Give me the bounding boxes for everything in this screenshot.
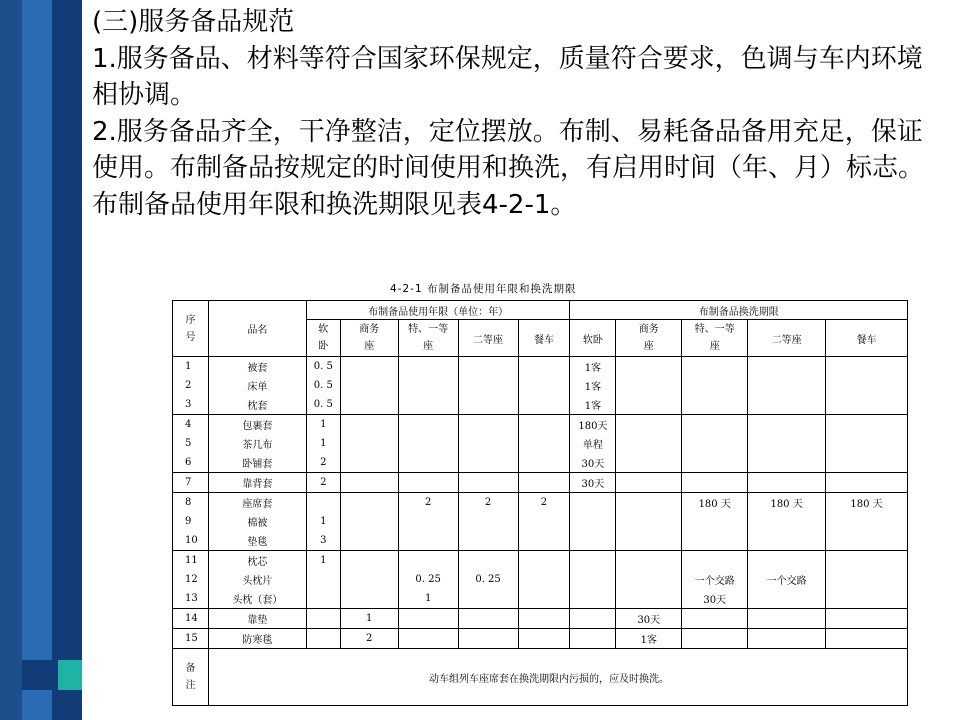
table-cell xyxy=(570,609,616,629)
table-cell: 座席套 xyxy=(208,493,306,513)
table-cell xyxy=(340,512,398,531)
table-cell: 枕芯 xyxy=(208,551,306,571)
table-cell xyxy=(340,434,398,453)
paragraph-2: 2.服务备品齐全，干净整洁，定位摆放。布制、易耗备品备用充足，保证使用。布制备品按规定的时间使用和换洗，有启用时间（年、月）标志。 xyxy=(92,116,925,183)
header-biz: 商务 座 xyxy=(340,320,398,357)
table-row xyxy=(173,453,908,473)
table-cell: 11 xyxy=(173,551,209,571)
table-cell xyxy=(826,609,908,629)
table-cell xyxy=(518,609,570,629)
table-row xyxy=(173,415,908,435)
table-cell xyxy=(518,629,570,649)
table-cell xyxy=(616,531,682,551)
table-cell xyxy=(518,434,570,453)
table-cell xyxy=(748,453,826,473)
table-cell xyxy=(458,434,518,453)
table-cell xyxy=(306,493,340,513)
header-soft-wash: 软卧 xyxy=(570,320,616,357)
table-cell: 2 xyxy=(173,376,209,395)
table-cell xyxy=(616,453,682,473)
table-cell xyxy=(458,415,518,435)
sidebar-stripe-left xyxy=(0,0,22,720)
table-cell xyxy=(518,357,570,377)
table-cell: 1 xyxy=(173,357,209,377)
table-cell xyxy=(826,512,908,531)
table-cell xyxy=(398,609,458,629)
table-cell xyxy=(616,473,682,493)
table-cell xyxy=(458,609,518,629)
table-cell xyxy=(748,551,826,571)
table-cell xyxy=(748,473,826,493)
table-cell xyxy=(682,376,748,395)
table-cell xyxy=(340,493,398,513)
paragraph-3: 布制备品使用年限和换洗期限见表4-2-1。 xyxy=(92,189,577,220)
table-cell: 0. 25 xyxy=(458,570,518,589)
table-cell xyxy=(458,512,518,531)
header-seq: 序 号 xyxy=(173,301,209,357)
table-cell xyxy=(826,473,908,493)
sidebar-square-teal xyxy=(58,660,82,690)
table-cell: 枕套 xyxy=(208,395,306,415)
table-cell xyxy=(340,376,398,395)
table-row xyxy=(173,551,908,571)
linen-table xyxy=(172,300,908,706)
table-cell xyxy=(518,551,570,571)
table-cell: 3 xyxy=(173,395,209,415)
table-cell xyxy=(340,473,398,493)
table-cell xyxy=(826,415,908,435)
table-cell: 1客 xyxy=(570,357,616,377)
table-cell xyxy=(340,551,398,571)
table-cell xyxy=(518,395,570,415)
table-cell xyxy=(570,551,616,571)
table-cell xyxy=(616,395,682,415)
table-cell xyxy=(682,415,748,435)
table-cell xyxy=(826,376,908,395)
header-first: 特、一等 座 xyxy=(398,320,458,357)
table-cell xyxy=(340,395,398,415)
table-cell: 12 xyxy=(173,570,209,589)
header-years-group: 布制备品使用年限（单位：年） xyxy=(306,301,570,320)
table-cell xyxy=(682,512,748,531)
table-row xyxy=(173,531,908,551)
slide-heading: (三)服务备品规范 xyxy=(92,7,295,37)
table-cell xyxy=(458,629,518,649)
table-cell xyxy=(748,629,826,649)
table-cell xyxy=(682,395,748,415)
table-cell xyxy=(518,570,570,589)
table-cell xyxy=(340,589,398,609)
table-cell xyxy=(458,357,518,377)
table-cell xyxy=(682,357,748,377)
header-first-wash: 特、一等 座 xyxy=(682,320,748,357)
table-cell: 茶几布 xyxy=(208,434,306,453)
table-cell: 0. 5 xyxy=(306,376,340,395)
table-cell xyxy=(398,531,458,551)
table-cell xyxy=(458,589,518,609)
table-cell: 8 xyxy=(173,493,209,513)
table-cell xyxy=(398,629,458,649)
header-name: 品名 xyxy=(208,301,306,357)
table-cell: 3 xyxy=(306,531,340,551)
table-title: 4-2-1 布制备品使用年限和换洗期限 xyxy=(390,283,577,295)
table-cell: 180 天 xyxy=(748,493,826,513)
table-cell xyxy=(458,531,518,551)
table-cell: 180 天 xyxy=(826,493,908,513)
table-cell: 1 xyxy=(306,551,340,571)
table-cell xyxy=(570,629,616,649)
table-row xyxy=(173,434,908,453)
table-cell xyxy=(306,570,340,589)
table-cell xyxy=(518,512,570,531)
table-cell: 30天 xyxy=(570,453,616,473)
table-cell: 5 xyxy=(173,434,209,453)
table-cell xyxy=(826,551,908,571)
table-cell: 2 xyxy=(518,493,570,513)
table-cell xyxy=(826,629,908,649)
table-cell xyxy=(682,531,748,551)
table-cell: 30天 xyxy=(616,609,682,629)
table-row xyxy=(173,357,908,377)
table-cell xyxy=(570,531,616,551)
table-cell xyxy=(826,357,908,377)
table-cell xyxy=(748,376,826,395)
table-cell: 棉被 xyxy=(208,512,306,531)
table-cell xyxy=(570,589,616,609)
table-cell xyxy=(518,531,570,551)
header-wash-group: 布制备品换洗期限 xyxy=(570,301,908,320)
table-cell xyxy=(570,512,616,531)
table-cell xyxy=(398,473,458,493)
table-cell xyxy=(398,453,458,473)
table-cell: 7 xyxy=(173,473,209,493)
table-cell xyxy=(682,551,748,571)
table-cell xyxy=(748,434,826,453)
table-cell: 0. 25 xyxy=(398,570,458,589)
table-cell: 卧铺套 xyxy=(208,453,306,473)
table-cell: 头枕片 xyxy=(208,570,306,589)
table-cell xyxy=(398,357,458,377)
table-cell: 1 xyxy=(306,415,340,435)
table-cell xyxy=(682,434,748,453)
header-dining: 餐车 xyxy=(518,320,570,357)
table-cell xyxy=(682,609,748,629)
table-cell xyxy=(616,551,682,571)
table-cell xyxy=(826,531,908,551)
table-row xyxy=(173,376,908,395)
table-cell: 一个交路 xyxy=(748,570,826,589)
table-note-row xyxy=(173,649,908,706)
table-cell xyxy=(748,609,826,629)
table-cell: 2 xyxy=(306,453,340,473)
table-cell xyxy=(748,512,826,531)
table-row xyxy=(173,609,908,629)
table-row xyxy=(173,473,908,493)
table-row xyxy=(173,570,908,589)
table-cell xyxy=(748,531,826,551)
header-second-wash: 二等座 xyxy=(748,320,826,357)
table-cell: 被套 xyxy=(208,357,306,377)
table-cell: 2 xyxy=(458,493,518,513)
table-cell xyxy=(616,376,682,395)
paragraph-1: 1.服务备品、材料等符合国家环保规定，质量符合要求，色调与车内环境相协调。 xyxy=(92,43,923,110)
table-cell xyxy=(826,434,908,453)
table-cell xyxy=(458,395,518,415)
table-cell xyxy=(682,629,748,649)
table-cell xyxy=(748,589,826,609)
table-cell: 9 xyxy=(173,512,209,531)
table-cell xyxy=(306,629,340,649)
table-cell xyxy=(340,570,398,589)
table-cell: 1客 xyxy=(616,629,682,649)
table-cell: 单程 xyxy=(570,434,616,453)
table-cell xyxy=(570,570,616,589)
table-cell: 0. 5 xyxy=(306,357,340,377)
table-cell xyxy=(398,434,458,453)
table-cell xyxy=(826,453,908,473)
table-cell: 30天 xyxy=(682,589,748,609)
decorative-sidebar xyxy=(0,0,82,720)
table-cell: 1 xyxy=(306,434,340,453)
table-cell: 6 xyxy=(173,453,209,473)
table-cell: 0. 5 xyxy=(306,395,340,415)
table-cell: 2 xyxy=(398,493,458,513)
table-cell xyxy=(616,493,682,513)
table-cell: 一个交路 xyxy=(682,570,748,589)
table-cell: 180 天 xyxy=(682,493,748,513)
table-cell xyxy=(748,357,826,377)
table-cell xyxy=(340,357,398,377)
table-row xyxy=(173,629,908,649)
sidebar-square-dark xyxy=(22,660,58,690)
table-cell xyxy=(748,415,826,435)
table-cell xyxy=(398,395,458,415)
table-cell xyxy=(570,493,616,513)
table-cell: 床单 xyxy=(208,376,306,395)
table-row xyxy=(173,493,908,513)
table-cell xyxy=(398,512,458,531)
table-row xyxy=(173,512,908,531)
table-cell xyxy=(616,512,682,531)
table-cell xyxy=(826,570,908,589)
table-cell xyxy=(398,415,458,435)
header-second: 二等座 xyxy=(458,320,518,357)
table-cell xyxy=(616,415,682,435)
table-cell: 180天 xyxy=(570,415,616,435)
table-cell: 15 xyxy=(173,629,209,649)
header-soft: 软 卧 xyxy=(306,320,340,357)
table-cell: 包裹套 xyxy=(208,415,306,435)
table-cell xyxy=(398,551,458,571)
table-cell xyxy=(340,531,398,551)
table-header-row-1 xyxy=(173,301,908,320)
table-cell: 靠垫 xyxy=(208,609,306,629)
table-cell xyxy=(616,589,682,609)
table-cell: 头枕（套） xyxy=(208,589,306,609)
table-cell: 2 xyxy=(340,629,398,649)
table-cell xyxy=(518,473,570,493)
table-cell: 防寒毯 xyxy=(208,629,306,649)
table-cell: 30天 xyxy=(570,473,616,493)
table-cell xyxy=(340,453,398,473)
table-cell xyxy=(518,376,570,395)
table-cell: 靠背套 xyxy=(208,473,306,493)
table-cell xyxy=(458,473,518,493)
table-cell xyxy=(748,395,826,415)
table-cell xyxy=(518,453,570,473)
table-cell: 4 xyxy=(173,415,209,435)
table-cell xyxy=(306,609,340,629)
note-text: 动车组列车座席套在换洗期限内污损的，应及时换洗。 xyxy=(208,649,907,706)
table-cell: 垫毯 xyxy=(208,531,306,551)
table-row xyxy=(173,395,908,415)
table-row xyxy=(173,589,908,609)
table-cell: 1 xyxy=(398,589,458,609)
slide-body xyxy=(92,4,932,223)
table-cell: 1客 xyxy=(570,376,616,395)
table-cell xyxy=(616,570,682,589)
table-cell xyxy=(398,376,458,395)
table-cell xyxy=(682,453,748,473)
table-cell xyxy=(616,434,682,453)
table-cell: 14 xyxy=(173,609,209,629)
table-body xyxy=(173,357,908,649)
table-cell xyxy=(518,415,570,435)
table-cell: 13 xyxy=(173,589,209,609)
table-cell: 1 xyxy=(340,609,398,629)
header-biz-wash: 商务 座 xyxy=(616,320,682,357)
table-cell xyxy=(826,589,908,609)
table-cell xyxy=(458,376,518,395)
sidebar-stripe-right xyxy=(52,0,82,720)
table-cell: 10 xyxy=(173,531,209,551)
table-cell xyxy=(826,395,908,415)
table-cell: 1客 xyxy=(570,395,616,415)
table-cell: 1 xyxy=(306,512,340,531)
sidebar-stripe-mid xyxy=(22,0,52,720)
table-cell xyxy=(518,589,570,609)
table-cell xyxy=(458,453,518,473)
table-cell xyxy=(616,357,682,377)
table-cell xyxy=(682,473,748,493)
header-dining-wash: 餐车 xyxy=(826,320,908,357)
table-cell xyxy=(458,551,518,571)
note-label: 备 注 xyxy=(173,649,209,706)
table-cell: 2 xyxy=(306,473,340,493)
table-cell xyxy=(306,589,340,609)
table-cell xyxy=(340,415,398,435)
